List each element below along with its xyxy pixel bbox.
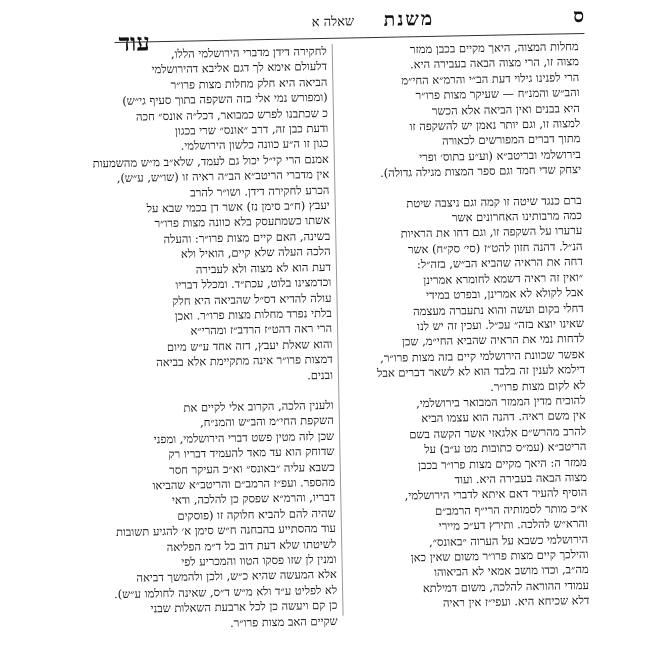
text-line: כגון זו ה״ע כוונה כלשון הירושלמי.	[180, 136, 329, 154]
text-line: והילכך קיים מצות פרו״ר משום שאין כאן	[410, 546, 589, 565]
text-line: לדחות נמי את הראיה שהביא החי״מ, שכן	[401, 331, 585, 349]
text-line: הירושלמי כשבא על הערוה ״באונס״,	[428, 531, 589, 549]
text-line: עוד מהסתייע בהבחנה ח״ש סימן א׳ להגיע תשובות	[115, 521, 337, 540]
text-line: הביאה היא חלק מחלות מצות פרו״ר	[170, 74, 328, 92]
text-line: הרי ראה דהט״ז הרדב״ז ומהרי״א	[190, 321, 333, 338]
text-line: השקפת החי״מ והב״ש והמנ״ח,	[199, 413, 334, 430]
text-line: לא לקום מצות פרו״ר.	[489, 377, 586, 394]
text-line: למצוה זו, וגם יותר נאמן יש להשקפה זו	[409, 116, 581, 134]
right-text-column	[347, 39, 590, 613]
text-line: אשתו כשמתעסק בלא כוונה מצות פרו״ר	[154, 213, 331, 231]
text-line: יצחק שדי חמד וגם ספר המצות מגילה גדולה).	[379, 162, 582, 181]
text-line: יעבץ (ח״ב סימן נז) אשר דן בכמי שבא על	[146, 197, 330, 216]
text-line: דבריו, והרמ״א שפסק כן להלכה, ודאי	[171, 490, 336, 508]
text-line: מתוך דברים המפורשים לכאורה	[441, 131, 581, 149]
text-line: מה״ב, וכדו מושב אמאי לא הביאוהו	[433, 562, 589, 580]
text-line: אין מדברי הריטב״א הב״ה ראיה זו (שו״ש, ע״ש),	[116, 167, 330, 186]
text-line: אין משם ראיה. דהנה הוא עצמו הביא	[421, 408, 586, 426]
text-line: דחה את הראיה שהביא הב״ש, בזה״ל:	[416, 254, 583, 272]
text-line: עולה להדיא דס״ל שהביאה היא חלק	[172, 290, 332, 308]
text-line: הכרע לחקירה דידן. ושו״ר להרב	[190, 182, 330, 200]
text-line: הלכה העלה שלא קיים, הואיל ולא	[180, 244, 331, 262]
text-line: מצוה זו, הרי מצוה הבאה בעבירה היא.	[409, 54, 580, 72]
text-line: דחלי בקום ועשה והוא נתעברה מעצמה	[412, 300, 584, 318]
text-line: שדוחק הוא עד מאד להעמיד דבריו רק	[168, 443, 335, 462]
text-line: א״כ מותר לסמותיה הרי״ף הרמב״ם	[434, 500, 588, 518]
text-line: דילמא לענין זה בלבד הוא לא לשאר דברים אבל	[376, 362, 586, 381]
text-line: דמצות פרו״ר אינה מתקיימת אלא בביאה	[156, 351, 333, 370]
text-line: ״ואין זה ראיה דשמא לחומרא אמרינן	[423, 269, 584, 287]
page-letter: ס	[573, 4, 585, 28]
text-line: ומנין לן שזו פסקו הטוו והמכריע לפי	[181, 551, 337, 569]
text-line: ודעת כבן זה, דרב ״אונס״ שרי בכגון	[174, 120, 329, 138]
left-title: עוד	[118, 27, 151, 57]
section-label: שאלה א	[311, 14, 355, 31]
left-text-column	[92, 43, 338, 633]
text-line: בשינה, האם קיים מצות פרו״ר: והעלה	[163, 228, 331, 246]
text-line: שכן לזה מטין פשט דברי הירושלמי, ומפני	[153, 428, 335, 447]
text-line: להרב מהרש״ם אלגאזי אשר הקשה בשם	[409, 423, 587, 442]
text-line: אמנם הרי קי״ל יכול גם לעמד, שלא״ב מ״ש מהשמעות	[92, 151, 329, 171]
text-line: מצוה הבאה בעבירה היא. ועוד	[454, 469, 588, 487]
text-line: מהספר. ועפ״ז הרמב״ם והריטב״א שהביאו	[152, 474, 336, 493]
text-line: הרי לפנינו גילוי דעת הב״י והרמ״א החי״מ	[401, 69, 580, 88]
text-line: כן קם ויעשה כן לכל ארבעת השאלות שבני	[150, 598, 338, 616]
text-line: שקיים האב מצות פרו״ר.	[229, 613, 338, 630]
text-line: ולענין הלכה, הקרוב אלי לקיים את	[183, 397, 334, 415]
text-line: הריטב״א (עמ״ס כתובות מט ע״ב) על	[424, 439, 587, 457]
running-title: משנת	[383, 7, 435, 31]
text-line: כשבא עליה ״באונס״ וא״כ העיקר חסר	[169, 459, 335, 477]
text-line: מחלות המצוה, היאך מקיים בכבן ממזר	[409, 39, 579, 57]
text-line: עמודי ההוראה להלכה, משום דמילתא	[422, 577, 590, 595]
text-line: לשיטתו שלא דעת דוב כל ד״מ הפליאה	[166, 536, 337, 554]
text-line: והוא שאלת יעבץ, דזה אחד ע״ש מיום	[166, 336, 333, 354]
text-line: ובנים.	[306, 367, 334, 382]
text-line: ערערו על השקפה זו, וגם דחו את הראיות	[400, 223, 583, 241]
text-line: לא לפליט ע״ד ולא מ״ש ד״ס, שאינה לחולמו ע״ש).	[113, 582, 338, 601]
text-line: והב״ש והמנ״ח — שעיקר מצות פרו״ר	[415, 85, 580, 103]
text-line: דעת הוא לא מצוה ולא לעבירה	[195, 259, 332, 277]
text-line: כ שכתבנו לפרש כמבואר, דכל״ה אונס״ חכה	[135, 105, 329, 124]
text-line: ברם כנגד שיטה זו קמה וגם ניצבה שיטת	[406, 192, 582, 211]
text-line: שהיה להם להביא חלוקה זו (פוסקים	[177, 505, 336, 523]
text-line: וכדמצינו בלוט, עכת״ד. ומכלל דבריו	[175, 274, 332, 292]
text-line: היא בבנים ואין הביאה אלא הכשר	[431, 100, 581, 118]
text-line: דלעולם אימא לך דגם אליבא דהירושלמי	[151, 59, 328, 77]
text-line: אפשר שכוונת הירושלמי קיים בזה מצות פרו״ר,	[380, 346, 585, 365]
text-line: אבל לקולא לא אמרינן, ובפרט במידי	[425, 285, 584, 303]
text-line: בלתי נפרד מחלות מצות פרו״ר. ואכן	[174, 305, 332, 323]
text-line: והרא״ש להלכה. ותירץ דע״כ מיירי	[438, 516, 588, 534]
text-line: לחקירה דידן מדברי הירושלמי הללו,	[170, 43, 327, 61]
text-line: כמה מרבותינו האחרונים אשר	[451, 208, 583, 225]
text-line: הנ״ל. דהנה חזון להט״ז (סי׳ סק״ח) אשר	[407, 238, 583, 257]
text-line: להוכיח מדין הממזר המבואר בירושלמי,	[415, 392, 586, 411]
text-line: אלא המעשה שהיא כ״ש, ולכן ולהמשך דביאה	[136, 567, 337, 586]
text-line: ממזר ה: היאך מקיים מצות פרו״ר בכבן	[417, 454, 587, 472]
text-line: (ומפורש נמי אלי בזה השקפה בתוך סעיף גי״ש)	[122, 90, 328, 109]
text-line: דלא שכיחא היא. ועפי״ז אין ראיה	[442, 593, 590, 611]
text-line: הוסיף להעיר דאם איתא לדברי הירושלמי,	[404, 485, 588, 503]
text-line: בירושלמי ובריטב״א (וע״ע בתוס׳ ופרי	[419, 146, 581, 165]
text-line: שאינו יוצא בזה״ עכ״ל. ועכין זה יש לנו	[416, 315, 585, 334]
